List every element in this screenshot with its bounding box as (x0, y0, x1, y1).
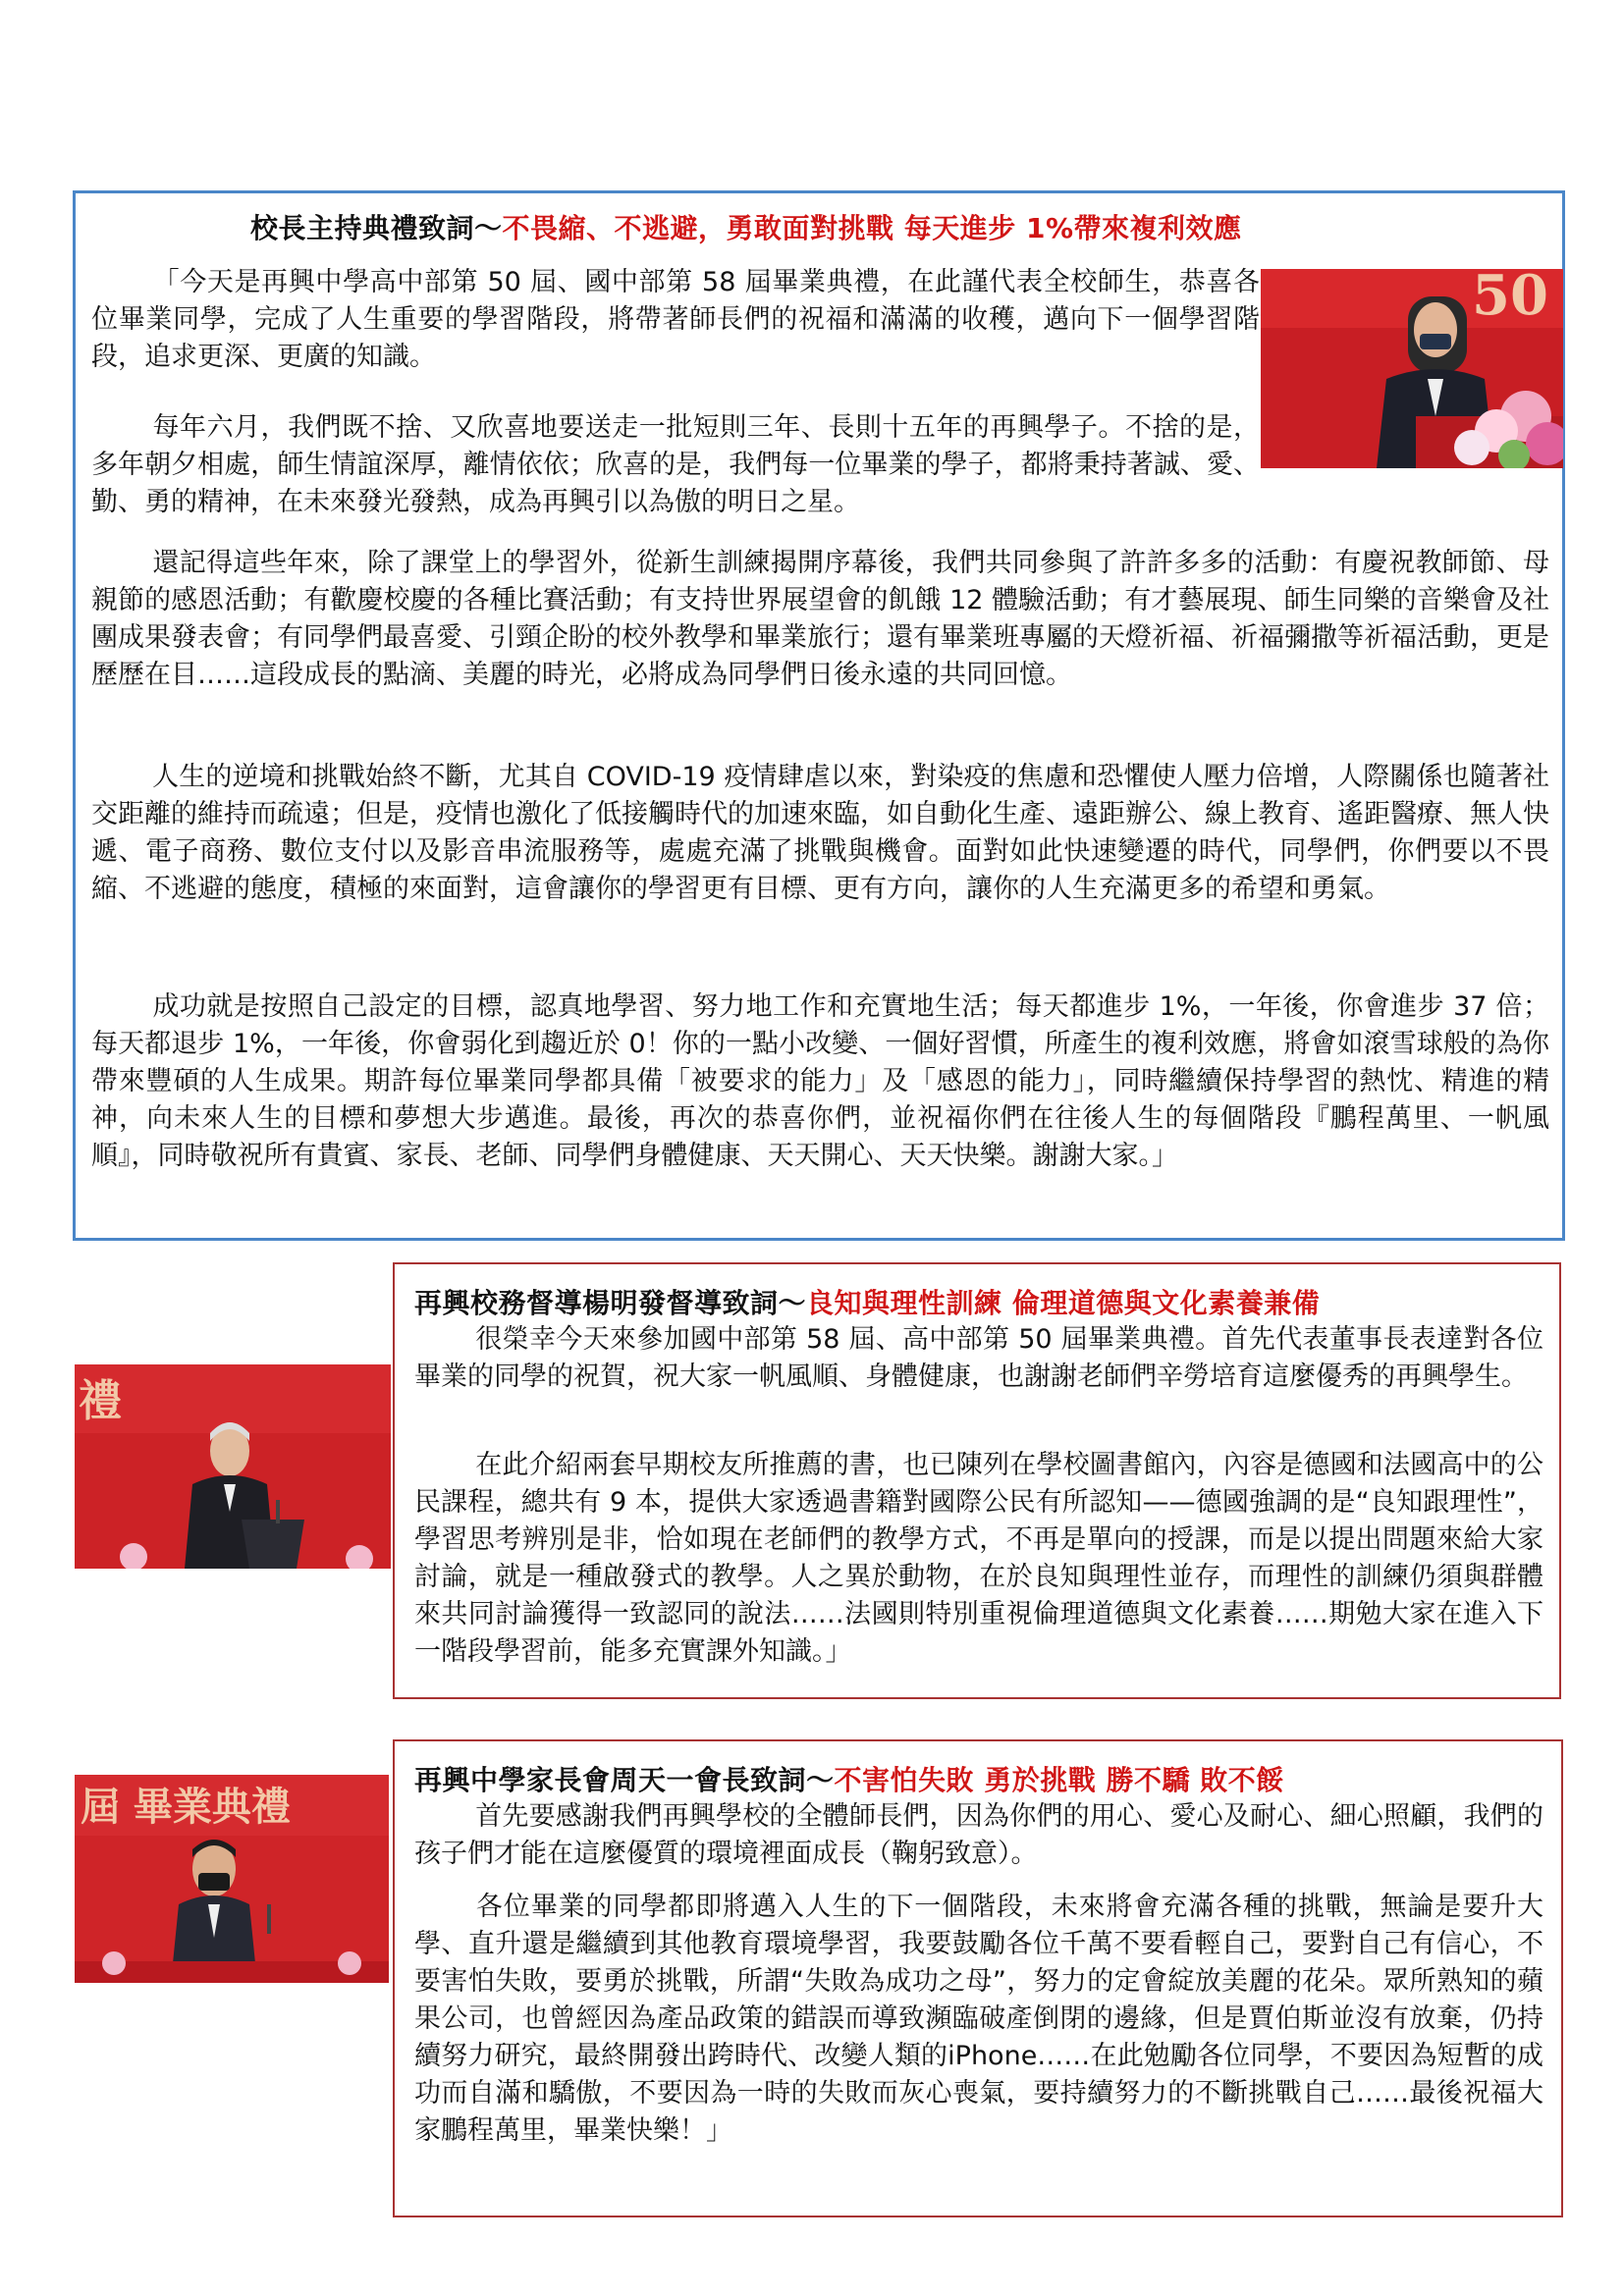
banner-text: 50 (1472, 269, 1548, 328)
title-lead: 再興校務督導楊明發督導致詞～ (414, 1287, 807, 1319)
banner-text: 禮 (79, 1376, 122, 1426)
parents-paragraph-2 (414, 1889, 1543, 2150)
supervisor-paragraph-2 (414, 1447, 1543, 1671)
paragraph-text: 在此介紹兩套早期校友所推薦的書，也已陳列在學校圖書館內，內容是德國和法國高中的公民課程，總共有 9 本，提供大家透過書籍對國際公民有所認知——德國強調的是“良知跟理性”，學習思考辨別是非，恰如現在老師們的教學方式，不再是單向的授課，而是以提出問題來給大家討論，就是一種啟發式的教學。人之異於動物，在於良知與理性並存，而理性的訓練仍須與群體來共同討論獲得一致認同的說法……法國則特別重視倫理道德與文化素養……期勉大家在進入下一階段學習前，能多充實課外知識。」 (414, 1450, 1543, 1667)
parents-association-speech-box (393, 1739, 1563, 2217)
principal-photo (1261, 269, 1563, 468)
principal-paragraph-2 (91, 409, 1260, 521)
paragraph-text: 每年六月，我們既不捨、又欣喜地要送走一批短則三年、長則十五年的再興學子。不捨的是，多年朝夕相處，師生情誼深厚，離情依依；欣喜的是，我們每一位畢業的學子，都將秉持著誠、愛、勤、勇的精神，在未來發光發熱，成為再興引以為傲的明日之星。 (91, 412, 1260, 517)
paragraph-text: 成功就是按照自己設定的目標，認真地學習、努力地工作和充實地生活；每天都進步 1%，一年後，你會進步 37 倍；每天都退步 1%，一年後，你會弱化到趨近於 0！你的一點小改變、一個好習慣，所產生的複利效應，將會如滾雪球般的為你帶來豐碩的人生成果。期許每位畢業同學都具備「被要求的能力」及「感恩的能力」，同時繼續保持學習的熱忱、精進的精神，向未來人生的目標和夢想大步邁進。最後，再次的恭喜你們，並祝福你們在往後人生的每個階段『鵬程萬里、一帆風順』，同時敬祝所有貴賓、家長、老師、同學們身體健康、天天開心、天天快樂。謝謝大家。」 (91, 991, 1549, 1171)
paragraph-text: 首先要感謝我們再興學校的全體師長們，因為你們的用心、愛心及耐心、細心照顧，我們的孩子們才能在這麼優質的環境裡面成長（鞠躬致意）。 (414, 1801, 1543, 1869)
principal-paragraph-5 (91, 988, 1549, 1175)
supervisor-speech-title (414, 1282, 1320, 1321)
principal-paragraph-1 (91, 264, 1260, 376)
parents-paragraph-1 (414, 1798, 1543, 1873)
title-lead: 校長主持典禮致詞～ (250, 212, 503, 244)
supervisor-paragraph-1 (414, 1321, 1543, 1396)
title-lead: 再興中學家長會周天一會長致詞～ (414, 1764, 835, 1796)
banner-text: 屆 畢業典禮 (81, 1784, 291, 1830)
title-highlight: 不害怕失敗 勇於挑戰 勝不驕 敗不餒 (834, 1764, 1284, 1796)
principal-paragraph-3 (91, 545, 1549, 694)
supervisor-photo (75, 1364, 391, 1569)
title-highlight: 不畏縮、不逃避，勇敢面對挑戰 每天進步 1%帶來複利效應 (502, 212, 1242, 244)
paragraph-text: 「今天是再興中學高中部第 50 屆、國中部第 58 屆畢業典禮，在此謹代表全校師生，恭喜各位畢業同學，完成了人生重要的學習階段，將帶著師長們的祝福和滿滿的收穫，邁向下一個學習階段，追求更深、更廣的知識。 (91, 267, 1260, 372)
paragraph-text: 很榮幸今天來參加國中部第 58 屆、高中部第 50 屆畢業典禮。首先代表董事長表達對各位畢業的同學的祝賀，祝大家一帆風順、身體健康，也謝謝老師們辛勞培育這麼優秀的再興學生。 (414, 1324, 1543, 1392)
parents-speech-title (414, 1759, 1284, 1798)
paragraph-text: 各位畢業的同學都即將邁入人生的下一個階段，未來將會充滿各種的挑戰，無論是要升大學、直升還是繼續到其他教育環境學習，我要鼓勵各位千萬不要看輕自己，要對自己有信心，不要害怕失敗，要勇於挑戰，所謂“失敗為成功之母”，努力的定會綻放美麗的花朵。眾所熟知的蘋果公司，也曾經因為產品政策的錯誤而導致瀕臨破產倒閉的邊緣，但是賈伯斯並沒有放棄，仍持續努力研究，最終開發出跨時代、改變人類的iPhone……在此勉勵各位同學，不要因為短暫的成功而自滿和驕傲，不要因為一時的失敗而灰心喪氣，要持續努力的不斷挑戰自己……最後祝福大家鵬程萬里，畢業快樂！」 (414, 1892, 1543, 2146)
paragraph-text: 還記得這些年來，除了課堂上的學習外，從新生訓練揭開序幕後，我們共同參與了許許多多的活動：有慶祝教師節、母親節的感恩活動；有歡慶校慶的各種比賽活動；有支持世界展望會的飢餓 12 體驗活動；有才藝展現、師生同樂的音樂會及社團成果發表會；有同學們最喜愛、引頸企盼的校外教學和畢業旅行；還有畢業班專屬的天燈祈福、祈福彌撒等祈福活動，更是歷歷在目……這段成長的點滴、美麗的時光，必將成為同學們日後永遠的共同回憶。 (91, 548, 1549, 690)
title-highlight: 良知與理性訓練 倫理道德與文化素養兼備 (806, 1287, 1321, 1319)
parents-association-photo (75, 1775, 389, 1983)
supervisor-speech-box (393, 1262, 1561, 1699)
principal-speech-title (250, 207, 1242, 246)
paragraph-text: 人生的逆境和挑戰始終不斷，尤其自 COVID-19 疫情肆虐以來，對染疫的焦慮和恐懼使人壓力倍增，人際關係也隨著社交距離的維持而疏遠；但是，疫情也激化了低接觸時代的加速來臨，如自動化生產、遠距辦公、線上教育、遙距醫療、無人快遞、電子商務、數位支付以及影音串流服務等，處處充滿了挑戰與機會。面對如此快速變遷的時代，同學們，你們要以不畏縮、不逃避的態度，積極的來面對，這會讓你的學習更有目標、更有方向，讓你的人生充滿更多的希望和勇氣。 (91, 762, 1549, 904)
principal-paragraph-4 (91, 759, 1549, 908)
